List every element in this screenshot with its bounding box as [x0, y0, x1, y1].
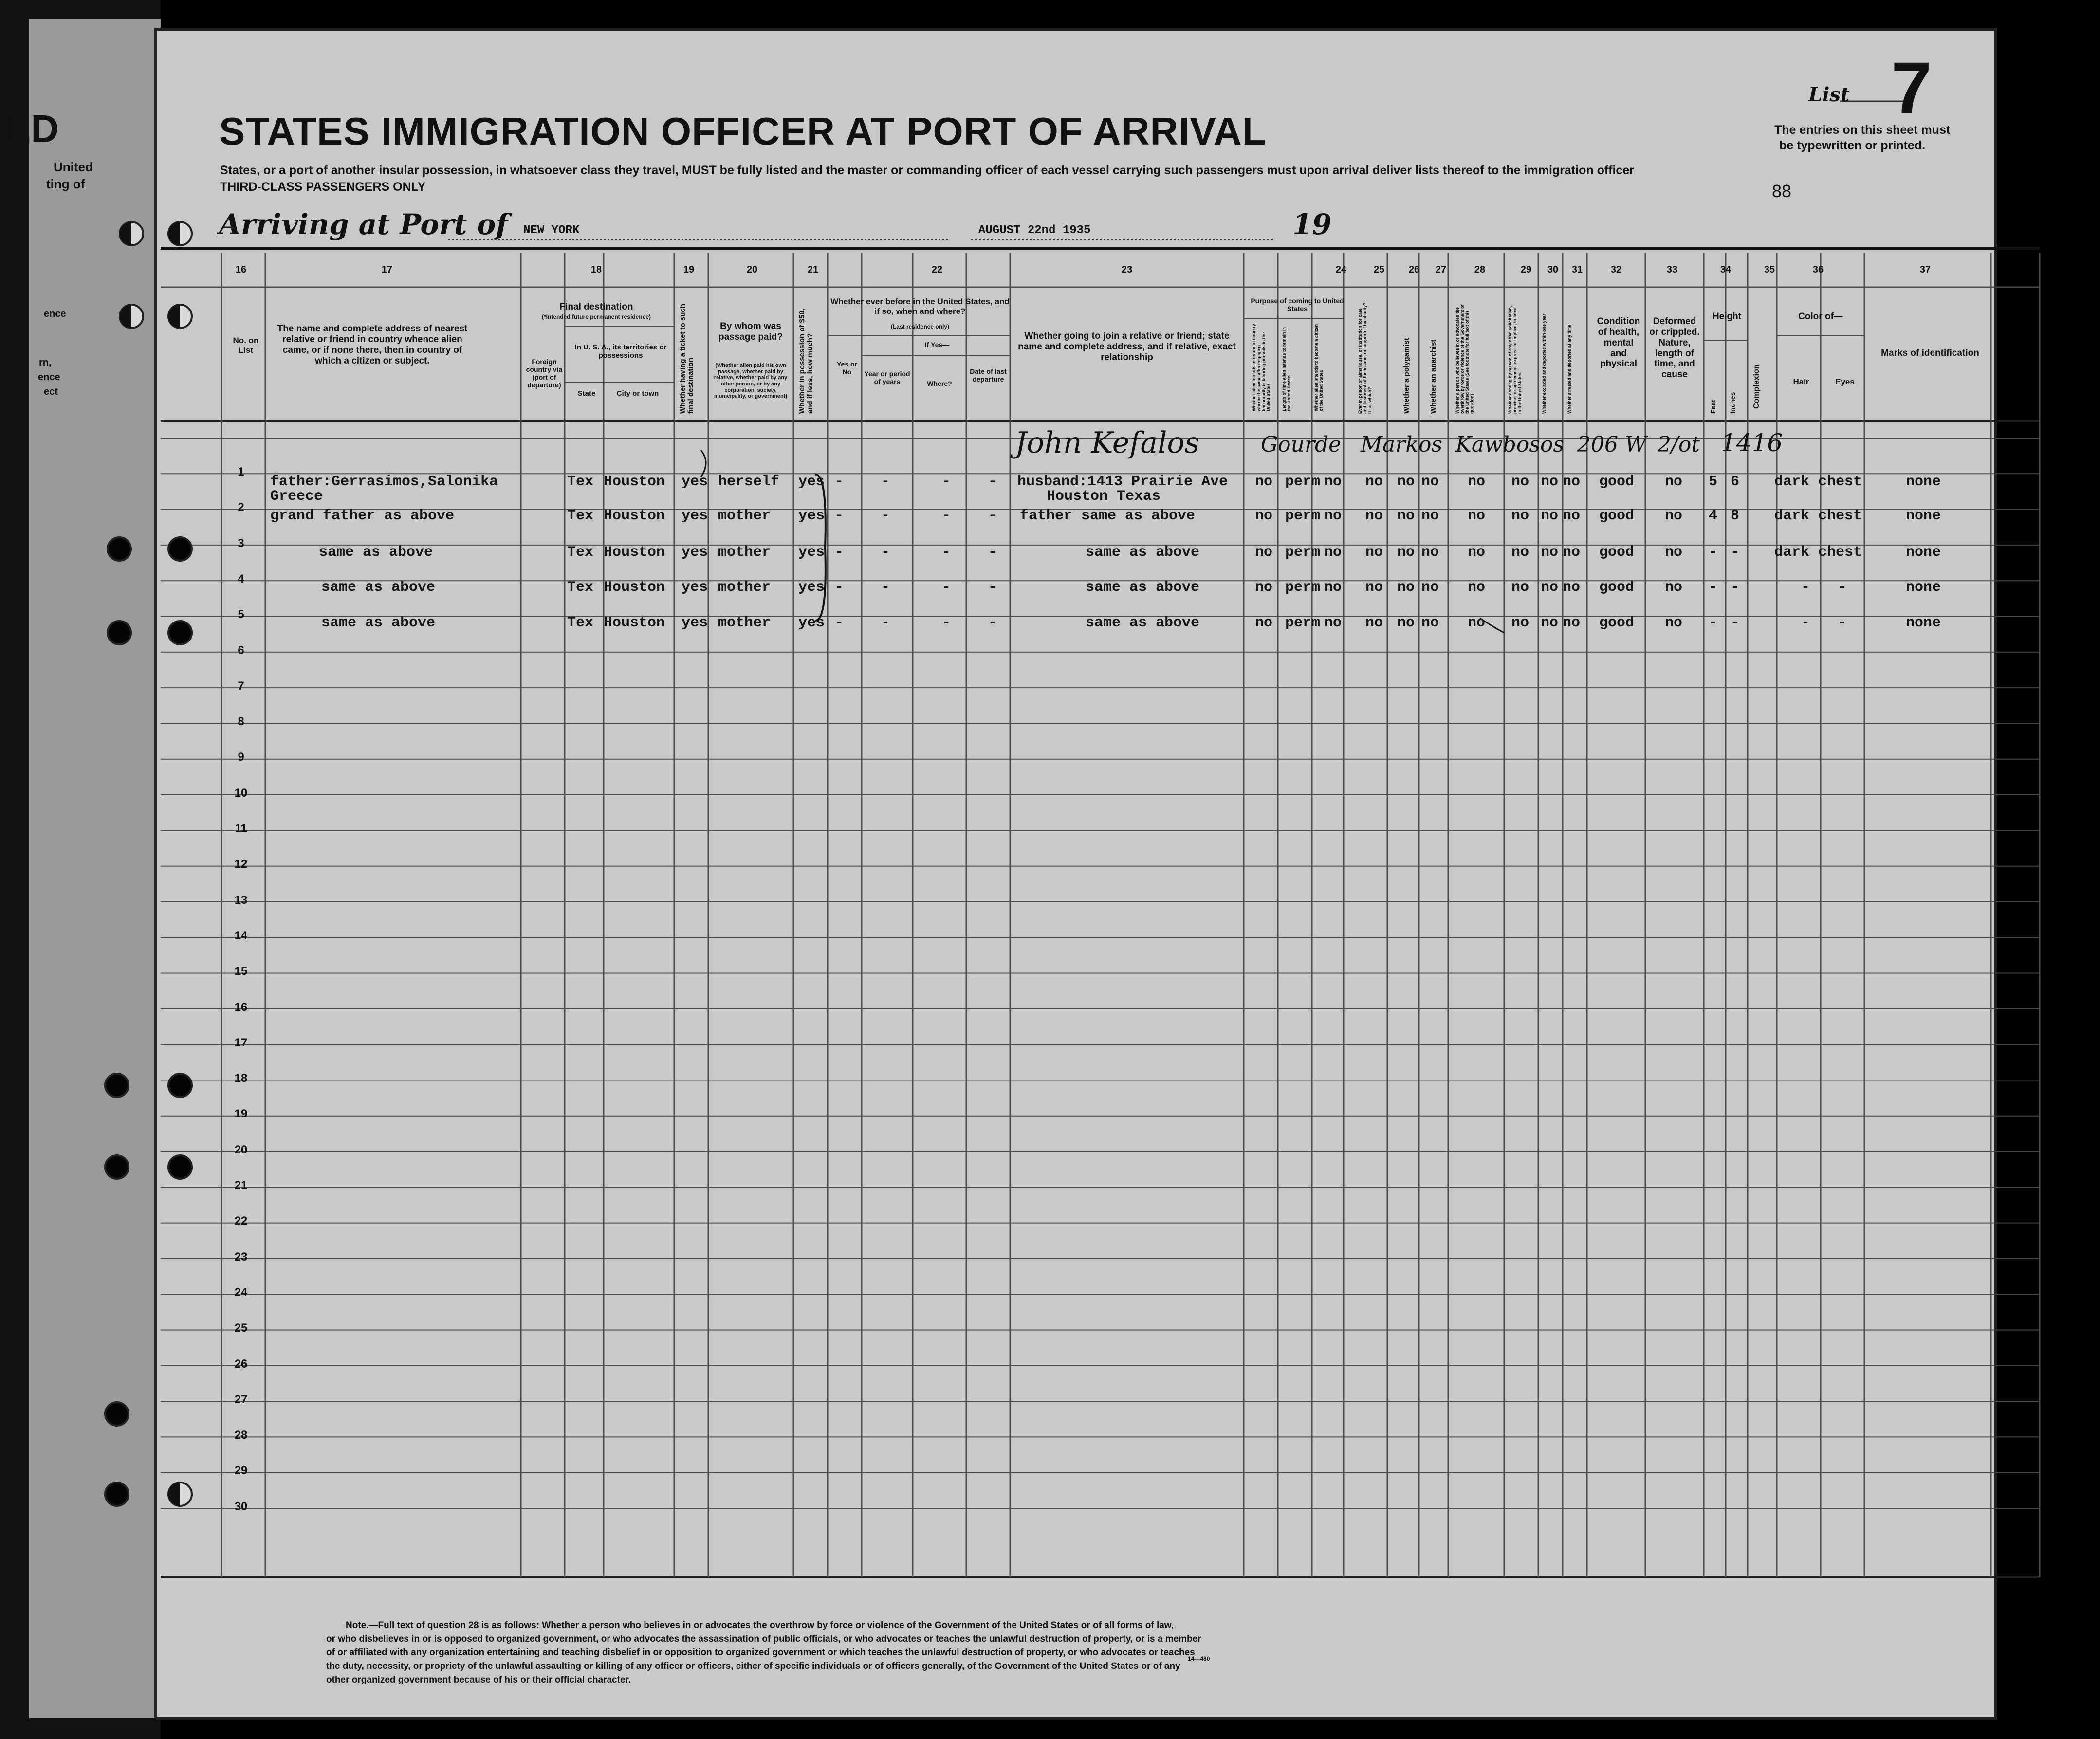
- colnum-32: 32: [1610, 264, 1622, 275]
- colnum-27: 27: [1435, 264, 1447, 275]
- cell-purpose-length: perm: [1285, 579, 1321, 596]
- cell-before-us: -: [835, 474, 844, 490]
- header-no-on-list: No. on List: [233, 336, 259, 355]
- cell-departure: -: [988, 544, 997, 561]
- cell-health: good: [1599, 615, 1635, 631]
- header-in-usa: In U. S. A., its territories or possessions: [574, 343, 667, 360]
- cell-where: -: [942, 544, 951, 561]
- header-purpose-citizen: Whether alien intends to become a citizen of the United States: [1314, 324, 1324, 411]
- header-if-yes: If Yes—: [924, 341, 950, 348]
- colnum-22: 22: [931, 264, 943, 275]
- row-number: 10: [234, 786, 248, 800]
- cell-where: -: [942, 508, 951, 524]
- header-feet: Feet: [1709, 400, 1717, 414]
- cell-q31: no: [1563, 544, 1581, 561]
- cell-q28: no: [1468, 615, 1486, 631]
- header-polygamist: Whether a polygamist: [1402, 338, 1411, 414]
- cell-where: -: [942, 615, 951, 631]
- typewritten-note-line2: be typewritten or printed.: [1779, 139, 1926, 152]
- cell-purpose-citizen: no: [1324, 474, 1342, 490]
- cell-joining: same as above: [1086, 579, 1200, 596]
- cell-deformed: no: [1665, 544, 1683, 561]
- cell-q31: no: [1563, 508, 1581, 524]
- header-height: Height: [1712, 311, 1742, 322]
- header-purpose-return: Whether alien intends to return to country whence he came after engaging temporarily in laboring pursuits in the United States: [1252, 324, 1271, 411]
- cell-relative: father:Gerrasimos,Salonika: [270, 474, 498, 490]
- header-ticket: Whether having a ticket to such final destination: [679, 304, 695, 414]
- cell-city: Houston: [604, 544, 665, 561]
- cell-before-us: -: [835, 508, 844, 524]
- row-number: 14: [234, 929, 248, 942]
- list-number: 7: [1891, 47, 1932, 128]
- row-number: 27: [234, 1392, 248, 1406]
- header-nearest-relative: The name and complete address of nearest relative or friend in country whence alien came, or if none there, then in country of which a citizen or subject.: [277, 324, 468, 366]
- cell-deformed: no: [1665, 579, 1683, 596]
- cell-money: yes: [798, 579, 825, 596]
- cell-health: good: [1599, 579, 1635, 596]
- cell-anarchist: no: [1421, 579, 1439, 596]
- punch-hole: [105, 1155, 129, 1179]
- cell-paid-by: mother: [718, 508, 771, 524]
- cell-complexion: dark: [1774, 544, 1810, 561]
- row-number: 3: [238, 536, 244, 550]
- header-marks: Marks of identification: [1881, 348, 1979, 358]
- cell-purpose-return: no: [1255, 579, 1273, 596]
- header-inches: Inches: [1729, 392, 1736, 414]
- punch-hole: [105, 1074, 129, 1097]
- cell-before-us: -: [835, 579, 844, 596]
- cell-paid-by: herself: [718, 474, 780, 490]
- header-prison: Ever in prison or almshouse, or institution for care and treatment of the insane, or supported by charity? If so, which?: [1358, 302, 1372, 414]
- punch-hole: [108, 621, 131, 644]
- row-number: 28: [234, 1428, 248, 1442]
- edge-fragment-ed: ED: [5, 107, 59, 150]
- punch-hole: [105, 1402, 129, 1426]
- cell-departure: -: [988, 615, 997, 631]
- colnum-16: 16: [235, 264, 247, 275]
- cell-departure: -: [988, 508, 997, 524]
- row-number: 13: [234, 893, 248, 907]
- colnum-17: 17: [381, 264, 393, 275]
- cell-purpose-return: no: [1255, 544, 1273, 561]
- colnum-34: 34: [1720, 264, 1732, 275]
- colnum-33: 33: [1666, 264, 1678, 275]
- row-number: 1: [238, 465, 244, 478]
- cell-prison: no: [1365, 544, 1383, 561]
- cell-purpose-length: perm: [1285, 544, 1321, 561]
- cell-city: Houston: [604, 579, 665, 596]
- header-deformed: Deformed or crippled. Nature, length of time, and cause: [1649, 316, 1700, 380]
- header-paid-by: By whom was passage paid?: [718, 321, 783, 342]
- cell-q30: no: [1541, 615, 1559, 631]
- list-label: List: [1808, 83, 1850, 106]
- cell-inches: -: [1731, 579, 1740, 596]
- cell-state: Tex: [567, 615, 594, 631]
- colnum-28: 28: [1474, 264, 1486, 275]
- cell-purpose-length: perm: [1285, 508, 1321, 524]
- cell-anarchist: no: [1421, 615, 1439, 631]
- cell-inches: -: [1731, 544, 1740, 561]
- cell-marks: none: [1906, 579, 1941, 596]
- cell-marks: none: [1906, 544, 1941, 561]
- header-eyes: Eyes: [1835, 377, 1855, 386]
- header-state: State: [577, 389, 596, 398]
- cell-q29: no: [1511, 615, 1529, 631]
- cell-polygamist: no: [1397, 544, 1415, 561]
- header-q31: Whether arrested and deported at any time: [1567, 324, 1572, 414]
- cell-relative: grand father as above: [270, 508, 455, 524]
- cell-q29: no: [1511, 544, 1529, 561]
- footer-note-line2: or who disbelieves in or is opposed to organized government, or who advocates the assassination of public officials, or who advocates or teaches the unlawful destruction of property, or is a member: [326, 1634, 1201, 1644]
- cell-polygamist: no: [1397, 474, 1415, 490]
- cell-marks: none: [1906, 508, 1941, 524]
- handwritten-q31: 206 W: [1577, 432, 1647, 457]
- cell-ticket: yes: [682, 474, 708, 490]
- edge-fragment-ect: ect: [44, 386, 58, 397]
- colnum-20: 20: [746, 264, 758, 275]
- cell-hair: chest: [1818, 508, 1862, 524]
- header-before-us: Whether ever before in the United States, and if so, when and where?: [830, 297, 1010, 316]
- cell-q29: no: [1511, 508, 1529, 524]
- row-number: 18: [234, 1072, 248, 1085]
- cell-q30: no: [1541, 474, 1559, 490]
- punch-hole: [168, 1155, 192, 1179]
- cell-deformed: no: [1665, 508, 1683, 524]
- cell-city: Houston: [604, 474, 665, 490]
- row-number: 20: [234, 1143, 248, 1156]
- colnum-19: 19: [683, 264, 695, 275]
- handwritten-q28: Kawbosos: [1455, 432, 1565, 457]
- cell-city: Houston: [604, 615, 665, 631]
- punch-hole: [105, 1483, 129, 1506]
- cell-polygamist: no: [1397, 579, 1415, 596]
- cell-departure: -: [988, 474, 997, 490]
- cell-ticket: yes: [682, 508, 708, 524]
- cell-anarchist: no: [1421, 508, 1439, 524]
- cell-feet: -: [1709, 615, 1718, 631]
- colnum-21: 21: [807, 264, 819, 275]
- row-number: 11: [235, 822, 247, 835]
- cell-inches: 6: [1731, 474, 1740, 490]
- typewritten-note-line1: The entries on this sheet must: [1774, 123, 1951, 137]
- cell-polygamist: no: [1397, 508, 1415, 524]
- edge-fragment-ting: ting of: [46, 177, 85, 191]
- colnum-29: 29: [1520, 264, 1532, 275]
- cell-paid-by: mother: [718, 544, 771, 561]
- colnum-30: 30: [1547, 264, 1559, 275]
- row-number: 17: [234, 1036, 248, 1049]
- header-foreign-country: Foreign country via (port of departure): [526, 358, 563, 389]
- header-complexion: Complexion: [1752, 364, 1761, 409]
- handwritten-polygamist: Markos: [1361, 432, 1443, 457]
- header-q30: Whether excluded and deported within one year: [1542, 313, 1547, 414]
- port-value: NEW YORK: [523, 224, 580, 237]
- colnum-31: 31: [1571, 264, 1583, 275]
- header-q28: Whether a person who believes in or advocates the overthrow by force or violence of the Government of the United States (See footnote for full text of this question): [1455, 304, 1474, 414]
- cell-purpose-return: no: [1255, 508, 1273, 524]
- cell-money: yes: [798, 544, 825, 561]
- row-number: 29: [234, 1464, 248, 1478]
- cell-money: yes: [798, 508, 825, 524]
- cell-q31: no: [1563, 615, 1581, 631]
- cell-where: -: [942, 474, 951, 490]
- cell-joining: father same as above: [1020, 508, 1196, 524]
- stamp-number: 88: [1772, 181, 1792, 201]
- row-number: 19: [234, 1107, 248, 1121]
- header-paid-by-sub: (Whether alien paid his own passage, whether paid by relative, whether paid by any other person, or by any corporation, society, municipality, or government): [714, 363, 788, 400]
- colnum-26: 26: [1408, 264, 1420, 275]
- header-where: Where?: [927, 380, 952, 387]
- handwritten-deformed: 1416: [1721, 429, 1783, 457]
- cell-purpose-return: no: [1255, 615, 1273, 631]
- punch-hole: [168, 537, 192, 561]
- header-yes-or-no: Yes or No: [836, 360, 858, 376]
- row-number: 22: [234, 1214, 248, 1228]
- cell-inches: -: [1731, 615, 1740, 631]
- header-color-of: Color of—: [1798, 311, 1843, 322]
- header-final-destination: Final destination: [559, 302, 633, 312]
- cell-health: good: [1599, 474, 1635, 490]
- cell-ticket: yes: [682, 579, 708, 596]
- year-label: 19: [1292, 208, 1332, 241]
- handwritten-health: 2/ot: [1658, 432, 1700, 457]
- cell-polygamist: no: [1397, 615, 1415, 631]
- cell-feet: -: [1709, 544, 1718, 561]
- cell-prison: no: [1365, 615, 1383, 631]
- footer-note-line4: the duty, necessity, or propriety of the unlawful assaulting or killing of any officer or officers, either of specific individuals or of officers generally, of the Government of the United States or of any: [326, 1661, 1180, 1671]
- cell-paid-by: mother: [718, 615, 771, 631]
- cell-q31: no: [1563, 579, 1581, 596]
- colnum-36: 36: [1812, 264, 1824, 275]
- cell-q28: no: [1468, 544, 1486, 561]
- cell-hair: -: [1838, 579, 1847, 596]
- edge-fragment-united: United: [54, 160, 93, 174]
- cell-hair: -: [1838, 615, 1847, 631]
- header-years: Year or period of years: [864, 370, 910, 386]
- row-number: 25: [234, 1321, 248, 1335]
- cell-purpose-citizen: no: [1324, 544, 1342, 561]
- header-money: Whether in possession of $50, and if less, how much?: [798, 309, 814, 414]
- cell-feet: 5: [1709, 474, 1718, 490]
- cell-prison: no: [1365, 579, 1383, 596]
- cell-purpose-citizen: no: [1324, 579, 1342, 596]
- form-number: 14—480: [1188, 1655, 1210, 1662]
- cell-q29: no: [1511, 579, 1529, 596]
- colnum-24: 24: [1335, 264, 1347, 275]
- cell-years: -: [881, 544, 890, 561]
- cell-complexion: dark: [1774, 508, 1810, 524]
- cell-q28: no: [1468, 474, 1486, 490]
- cell-purpose-length: perm: [1285, 615, 1321, 631]
- row-number: 4: [238, 572, 244, 586]
- header-joining: Whether going to join a relative or friend; state name and complete address, and if relative, exact relationship: [1018, 331, 1236, 363]
- cell-q31: no: [1563, 474, 1581, 490]
- header-purpose-length: Length of time alien intends to remain in the United States: [1282, 327, 1291, 411]
- cell-q29: no: [1511, 474, 1529, 490]
- punch-hole: [168, 1074, 192, 1097]
- row-number: 6: [238, 643, 244, 657]
- row-number: 15: [234, 965, 248, 978]
- cell-relative: same as above: [319, 544, 433, 561]
- cell-prison: no: [1365, 508, 1383, 524]
- cell-years: -: [881, 579, 890, 596]
- footer-note-line1: Note.—Full text of question 28 is as follows: Whether a person who believes in or advocates the overthrow by force or violence of the Government of the United States or of all forms of law,: [346, 1620, 1174, 1630]
- cell-marks: none: [1906, 615, 1941, 631]
- row-number: 21: [234, 1179, 248, 1192]
- punch-hole: [168, 621, 192, 644]
- colnum-25: 25: [1373, 264, 1385, 275]
- header-purpose: Purpose of coming to United States: [1251, 297, 1344, 313]
- colnum-18: 18: [590, 264, 602, 275]
- cell-years: -: [881, 615, 890, 631]
- cell-relative: same as above: [321, 615, 436, 631]
- row-number: 30: [234, 1500, 248, 1513]
- cell-ticket: yes: [682, 544, 708, 561]
- cell-relative: same as above: [321, 579, 436, 596]
- cell-health: good: [1599, 508, 1635, 524]
- row-number: 8: [238, 715, 244, 729]
- cell-hair: chest: [1818, 474, 1862, 490]
- cell-state: Tex: [567, 474, 594, 490]
- cell-q30: no: [1541, 579, 1559, 596]
- header-health: Condition of health, mental and physical: [1597, 316, 1640, 369]
- cell-joining-line2: Houston Texas: [1047, 488, 1161, 505]
- row-number: 24: [234, 1285, 248, 1299]
- subtitle-line2: THIRD-CLASS PASSENGERS ONLY: [220, 180, 426, 194]
- row-number: 23: [234, 1250, 248, 1263]
- colnum-35: 35: [1764, 264, 1775, 275]
- cell-paid-by: mother: [718, 579, 771, 596]
- cell-deformed: no: [1665, 474, 1683, 490]
- cell-where: -: [942, 579, 951, 596]
- edge-fragment-ence2: ence: [38, 372, 60, 383]
- cell-joining: same as above: [1086, 615, 1200, 631]
- cell-state: Tex: [567, 544, 594, 561]
- header-final-destination-sub: (*Intended future permanent residence): [541, 313, 651, 320]
- paper: [156, 29, 1996, 1718]
- cell-anarchist: no: [1421, 474, 1439, 490]
- row-number: 7: [238, 679, 244, 693]
- cell-q28: no: [1468, 579, 1486, 596]
- cell-years: -: [881, 508, 890, 524]
- cell-feet: -: [1709, 579, 1718, 596]
- footer-note-line3: of or affiliated with any organization entertaining and teaching disbelief in or opposition to organized government or which teaches the unlawful destruction of property, or who advocates or teaches: [326, 1647, 1195, 1658]
- cell-before-us: -: [835, 615, 844, 631]
- row-number: 2: [238, 501, 244, 514]
- row-number: 16: [234, 1000, 248, 1014]
- cell-relative-line2: Greece: [270, 488, 323, 505]
- footer-note-line5: other organized government because of his or their official character.: [326, 1675, 631, 1685]
- cell-anarchist: no: [1421, 544, 1439, 561]
- row-number: 5: [238, 608, 244, 622]
- cell-q30: no: [1541, 544, 1559, 561]
- cell-ticket: yes: [682, 615, 708, 631]
- cell-years: -: [881, 474, 890, 490]
- row-number: 9: [238, 751, 244, 764]
- header-hair: Hair: [1793, 377, 1809, 386]
- header-date-departure: Date of last departure: [970, 367, 1007, 384]
- cell-state: Tex: [567, 579, 594, 596]
- cell-hair: chest: [1818, 544, 1862, 561]
- edge-fragment-rn: rn,: [39, 357, 52, 368]
- cell-purpose-citizen: no: [1324, 508, 1342, 524]
- cell-money: yes: [798, 615, 825, 631]
- colnum-23: 23: [1121, 264, 1133, 275]
- date-value: AUGUST 22nd 1935: [978, 224, 1091, 237]
- edge-fragment-ence: ence: [44, 309, 66, 319]
- arriving-label: Arriving at Port of: [219, 208, 508, 241]
- cell-complexion: -: [1801, 579, 1810, 596]
- cell-marks: none: [1906, 474, 1941, 490]
- cell-joining: husband:1413 Prairie Ave: [1017, 474, 1228, 490]
- cell-before-us: -: [835, 544, 844, 561]
- colnum-37: 37: [1919, 264, 1931, 275]
- cell-complexion: -: [1801, 615, 1810, 631]
- cell-purpose-citizen: no: [1324, 615, 1342, 631]
- cell-health: good: [1599, 544, 1635, 561]
- left-page-strip: [29, 19, 161, 1718]
- cell-departure: -: [988, 579, 997, 596]
- header-anarchist: Whether an anarchist: [1429, 339, 1437, 414]
- cell-deformed: no: [1665, 615, 1683, 631]
- header-city: City or town: [616, 389, 659, 398]
- cell-q28: no: [1468, 508, 1486, 524]
- handwritten-name: John Kefalos: [1015, 426, 1200, 460]
- cell-purpose-length: perm: [1285, 474, 1321, 490]
- cell-feet: 4: [1709, 508, 1718, 524]
- cell-prison: no: [1365, 474, 1383, 490]
- cell-purpose-return: no: [1255, 474, 1273, 490]
- header-before-us-sub: (Last residence only): [890, 323, 950, 330]
- cell-joining: same as above: [1086, 544, 1200, 561]
- cell-inches: 8: [1731, 508, 1740, 524]
- cell-complexion: dark: [1774, 474, 1810, 490]
- row-number: 12: [234, 858, 248, 871]
- header-q29: Whether coming by reason of any offer, solicitation, promise, or agreement, express or implied, to labor in the United States: [1508, 306, 1522, 414]
- handwritten-purpose: Gourde: [1261, 432, 1342, 457]
- cell-state: Tex: [567, 508, 594, 524]
- subtitle-line1: States, or a port of another insular possession, in whatsoever class they travel, MUST be fully listed and the master or commanding officer of each vessel carrying such passengers must upon arrival deliver lists thereof to the immigration officer: [220, 164, 1634, 177]
- cell-q30: no: [1541, 508, 1559, 524]
- cell-city: Houston: [604, 508, 665, 524]
- row-number: 26: [234, 1357, 248, 1371]
- cell-money: yes: [798, 474, 825, 490]
- page-title: STATES IMMIGRATION OFFICER AT PORT OF ARRIVAL: [219, 110, 1267, 153]
- punch-hole: [108, 537, 131, 561]
